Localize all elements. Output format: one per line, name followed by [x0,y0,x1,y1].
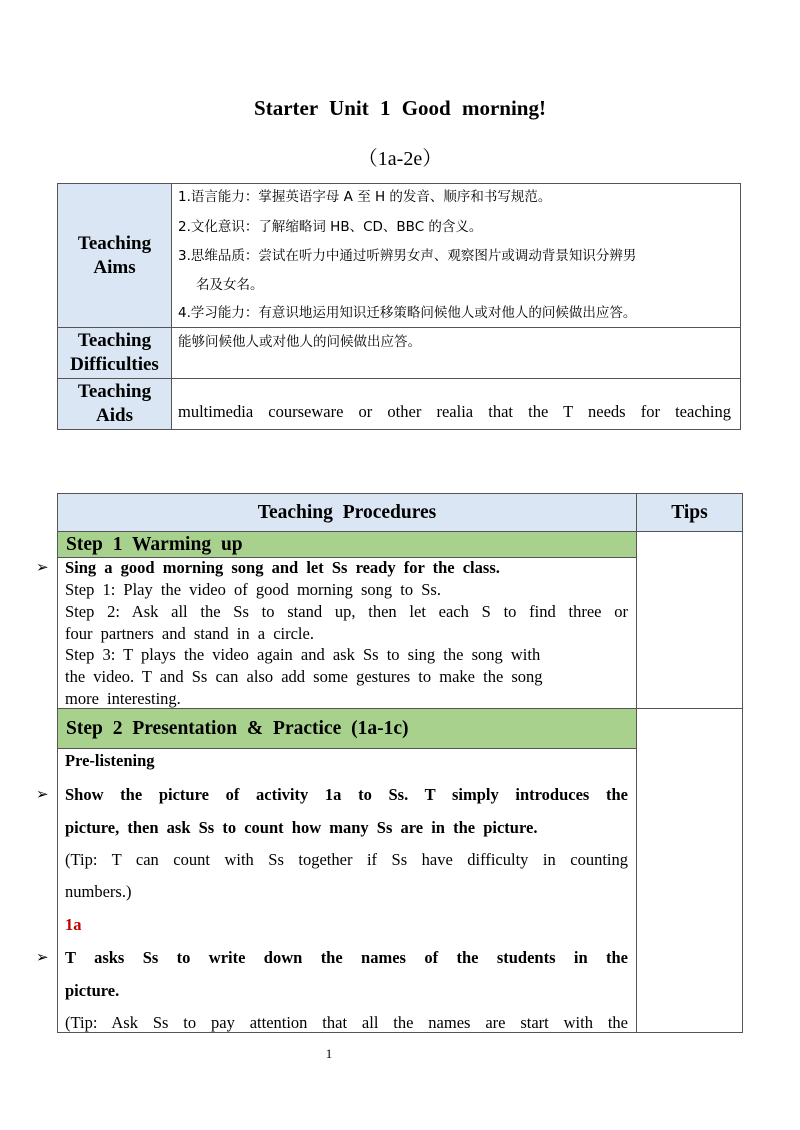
step1-line-6: the video. T and Ss can also add some gestures to make the song [65,667,543,686]
aims-item-2: 2.文化意识：了解缩略词 HB、CD、BBC 的含义。 [178,219,483,235]
step2-line-7: picture. [65,981,120,1000]
arrowhead-bullet-icon: ➢ [36,785,49,803]
document-title: Starter Unit 1 Good morning! [254,96,546,120]
procedures-header: Teaching Procedures [57,493,637,532]
aims-item-1: 1.语言能力：掌握英语字母 A 至 H 的发音、顺序和书写规范。 [178,189,552,205]
step1-title: Step 1 Warming up [57,531,637,558]
step1-line-7: more interesting. [65,689,181,708]
step1-line-1: Sing a good morning song and let Ss ready for the class. [65,558,500,577]
teaching-aids-label-line2: Aids [96,405,133,426]
aids-text: multimedia courseware or other realia that the T needs for teaching [178,402,731,421]
step2-line-8: (Tip: Ask Ss to pay attention that all the names are start with the [65,1013,628,1032]
page-number: 1 [325,1046,333,1061]
tips-header: Tips [636,493,743,532]
teaching-aims-label-line1: Teaching [77,232,152,254]
step1-line-2: Step 1: Play the video of good morning song to Ss. [65,580,441,599]
teaching-aids-label [57,378,172,430]
step2-line-3: (Tip: T can count with Ss together if Ss have difficulty in counting [65,850,628,869]
arrowhead-bullet-icon: ➢ [36,948,49,966]
step2-line-4: numbers.) [65,882,132,901]
teaching-difficulties-label [57,327,172,379]
aims-item-3-cont: 名及女名。 [196,277,264,293]
step2-tips-cell [636,708,743,1033]
teaching-aids-label-line1: Teaching [77,381,152,402]
document-subtitle: （1a-2e） [357,148,443,170]
step2-line-2: picture, then ask Ss to count how many Ss are in the picture. [65,818,538,837]
step2-line-6: T asks Ss to write down the names of the students in the [65,948,628,967]
teaching-aims-label [57,183,172,328]
step2-line-1: Show the picture of activity 1a to Ss. T simply introduces the [65,785,628,804]
step1-line-3: Step 2: Ask all the Ss to stand up, then let each S to find three or [65,602,628,621]
aims-item-3: 3.思维品质：尝试在听力中通过听辨男女声、观察图片或调动背景知识分辨男 [178,248,637,264]
step1-tips-cell [636,531,743,709]
step1-line-4: four partners and stand in a circle. [65,624,314,643]
difficulties-text: 能够问候他人或对他人的问候做出应答。 [178,334,421,350]
aims-item-4: 4.学习能力：有意识地运用知识迁移策略问候他人或对他人的问候做出应答。 [178,305,637,321]
teaching-difficulties-label-line2: Difficulties [70,354,159,375]
activity-1a-heading: 1a [65,915,82,934]
teaching-aims-label-line2: Aims [93,256,136,278]
teaching-difficulties-label-line1: Teaching [77,330,152,351]
arrowhead-bullet-icon: ➢ [36,558,49,576]
step2-title: Step 2 Presentation & Practice (1a-1c) [57,708,637,749]
step1-line-5: Step 3: T plays the video again and ask Ss to sing the song with [65,645,541,664]
pre-listening-heading: Pre-listening [65,751,155,770]
